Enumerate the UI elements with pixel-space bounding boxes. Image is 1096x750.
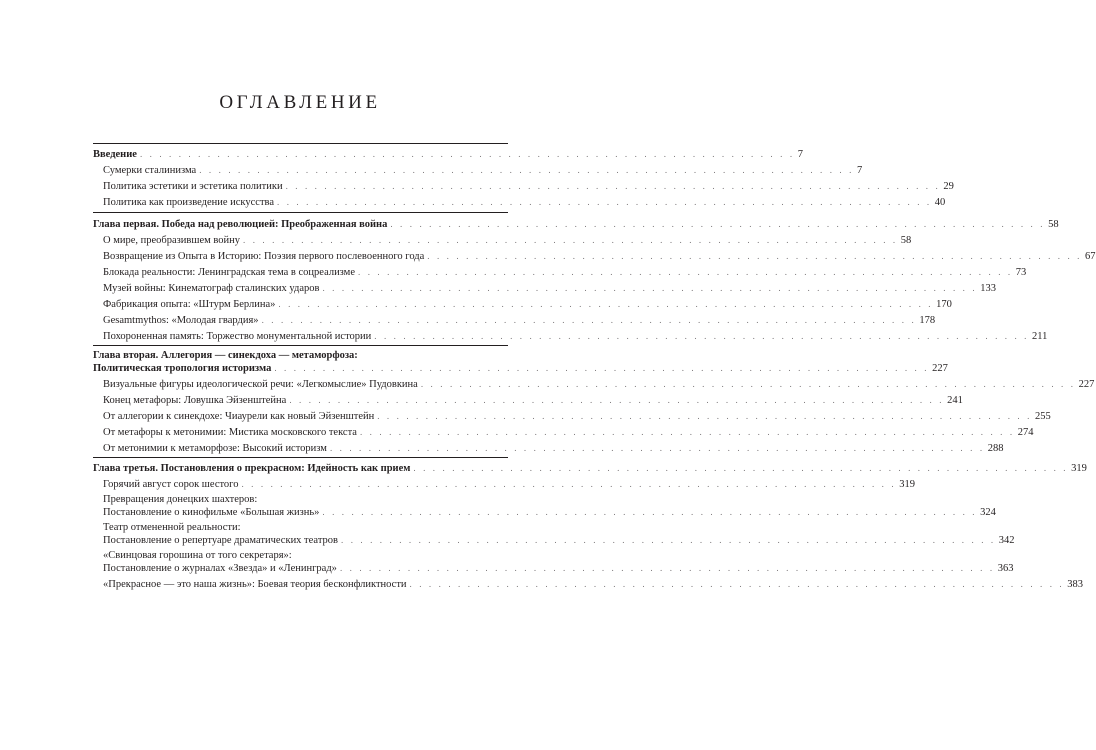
toc-entry[interactable] xyxy=(103,562,1014,575)
dot-leader xyxy=(341,534,996,546)
dot-leader xyxy=(390,218,1045,230)
entry-page: 227 xyxy=(932,363,948,374)
entry-page: 67 xyxy=(1085,251,1096,262)
dot-leader xyxy=(199,164,854,176)
toc-entry-chapter-1[interactable] xyxy=(93,218,1059,231)
entry-page: 40 xyxy=(934,197,946,208)
entry-page: 288 xyxy=(987,443,1004,454)
entry-page: 383 xyxy=(1067,579,1084,590)
entry-title: Политическая тропология историзма xyxy=(93,363,272,374)
entry-title: Постановление о кинофильме «Большая жизнь» xyxy=(103,507,320,518)
entry-page: 324 xyxy=(980,507,996,518)
toc-entry[interactable] xyxy=(103,196,946,209)
dot-leader xyxy=(377,410,1032,422)
entry-title: Сумерки сталинизма xyxy=(103,165,197,176)
toc-entry[interactable] xyxy=(103,394,963,407)
dot-leader xyxy=(278,298,933,310)
entry-title: Глава третья. Постановления о прекрасном: Идейность как прием xyxy=(93,463,411,474)
toc-entry-chapter-2-line-1[interactable]: Глава вторая. Аллегория — синекдоха — метаморфоза: xyxy=(93,350,358,361)
section-divider xyxy=(93,143,508,144)
toc-entry[interactable] xyxy=(103,426,1034,439)
dot-leader xyxy=(289,394,944,406)
entry-title: Похороненная память: Торжество монументальной истории xyxy=(103,331,372,342)
toc-entry-chapter-2[interactable] xyxy=(93,362,948,375)
toc-entry[interactable] xyxy=(103,478,915,491)
entry-page: 133 xyxy=(980,283,996,294)
toc-entry[interactable] xyxy=(103,534,1015,547)
entry-title: От метонимии к метаморфозе: Высокий историзм xyxy=(103,443,327,454)
entry-page: 29 xyxy=(943,181,954,192)
dot-leader xyxy=(274,362,929,374)
toc-entry[interactable] xyxy=(103,250,1096,263)
entry-page: 319 xyxy=(899,479,915,490)
dot-leader xyxy=(358,266,1013,278)
toc-entry-intro[interactable] xyxy=(93,148,803,161)
toc-entry-line-1[interactable]: Превращения донецких шахтеров: xyxy=(103,494,258,505)
entry-title: Музей войны: Кинематограф сталинских ударов xyxy=(103,283,320,294)
entry-page: 73 xyxy=(1015,267,1027,278)
entry-title: От метафоры к метонимии: Мистика московского текста xyxy=(103,427,357,438)
entry-title: Постановление о журналах «Звезда» и «Ленинград» xyxy=(103,563,337,574)
entry-title: Возвращение из Опыта в Историю: Поэзия первого послевоенного года xyxy=(103,251,425,262)
toc-entry[interactable] xyxy=(103,282,996,295)
section-divider xyxy=(93,212,508,213)
entry-title: Политика эстетики и эстетика политики xyxy=(103,181,283,192)
entry-page: 58 xyxy=(1048,219,1059,230)
entry-page: 58 xyxy=(900,235,912,246)
section-divider xyxy=(93,457,508,458)
entry-title: Постановление о репертуаре драматических театров xyxy=(103,535,338,546)
entry-page: 255 xyxy=(1034,411,1051,422)
entry-page: 319 xyxy=(1071,463,1087,474)
toc-entry[interactable] xyxy=(103,164,863,177)
entry-page: 227 xyxy=(1078,379,1095,390)
dot-leader xyxy=(243,234,898,246)
entry-page: 241 xyxy=(947,395,963,406)
entry-title: Конец метафоры: Ловушка Эйзенштейна xyxy=(103,395,287,406)
toc-entry[interactable] xyxy=(103,442,1004,455)
dot-leader xyxy=(427,250,1082,262)
entry-page: 274 xyxy=(1017,427,1034,438)
toc-entry-line-1[interactable]: «Свинцовая горошина от того секретаря»: xyxy=(103,550,292,561)
dot-leader xyxy=(140,148,795,160)
toc-entry-line-1[interactable]: Театр отмененной реальности: xyxy=(103,522,241,533)
dot-leader xyxy=(421,378,1076,390)
dot-leader xyxy=(330,442,985,454)
entry-page: 363 xyxy=(997,563,1014,574)
section-divider xyxy=(93,345,508,346)
entry-page: 211 xyxy=(1032,331,1048,342)
dot-leader xyxy=(241,478,896,490)
entry-title: Глава первая. Победа над революцией: Преображенная война xyxy=(93,219,388,230)
entry-title: Горячий август сорок шестого xyxy=(103,479,239,490)
toc-title: ОГЛАВЛЕНИЕ xyxy=(219,92,381,113)
toc-entry-chapter-3[interactable] xyxy=(93,462,1087,475)
entry-title: Политика как произведение искусства xyxy=(103,197,275,208)
dot-leader xyxy=(262,314,917,326)
toc-entry[interactable] xyxy=(103,234,912,247)
dot-leader xyxy=(286,180,941,192)
dot-leader xyxy=(360,426,1015,438)
entry-title: О мире, преобразившем войну xyxy=(103,235,241,246)
entry-page: 7 xyxy=(856,165,863,176)
toc-entry[interactable] xyxy=(103,266,1027,279)
entry-title: Gesamtmythos: «Молодая гвардия» xyxy=(103,315,259,326)
entry-title: От аллегории к синекдохе: Чиаурели как новый Эйзенштейн xyxy=(103,411,375,422)
dot-leader xyxy=(413,462,1068,474)
toc-entry[interactable] xyxy=(103,330,1048,343)
toc-entry[interactable] xyxy=(103,298,952,311)
toc-entry[interactable] xyxy=(103,578,1084,591)
toc-entry[interactable] xyxy=(103,378,1095,391)
dot-leader xyxy=(322,282,977,294)
entry-page: 342 xyxy=(998,535,1015,546)
entry-page: 7 xyxy=(797,149,803,160)
toc-entry[interactable] xyxy=(103,314,936,327)
entry-title: Фабрикация опыта: «Штурм Берлина» xyxy=(103,299,276,310)
entry-page: 170 xyxy=(936,299,952,310)
entry-title: «Прекрасное — это наша жизнь»: Боевая теория бесконфликтности xyxy=(103,579,407,590)
dot-leader xyxy=(374,330,1029,342)
dot-leader xyxy=(340,562,995,574)
entry-title: Введение xyxy=(93,149,137,160)
entry-title: Визуальные фигуры идеологической речи: «Легкомыслие» Пудовкина xyxy=(103,379,418,390)
dot-leader xyxy=(410,578,1065,590)
entry-title: Блокада реальности: Ленинградская тема в соцреализме xyxy=(103,267,355,278)
dot-leader xyxy=(277,196,932,208)
toc-entry[interactable] xyxy=(103,410,1051,423)
entry-page: 178 xyxy=(919,315,936,326)
toc-entry[interactable] xyxy=(103,180,954,193)
dot-leader xyxy=(322,506,977,518)
toc-entry[interactable] xyxy=(103,506,996,519)
